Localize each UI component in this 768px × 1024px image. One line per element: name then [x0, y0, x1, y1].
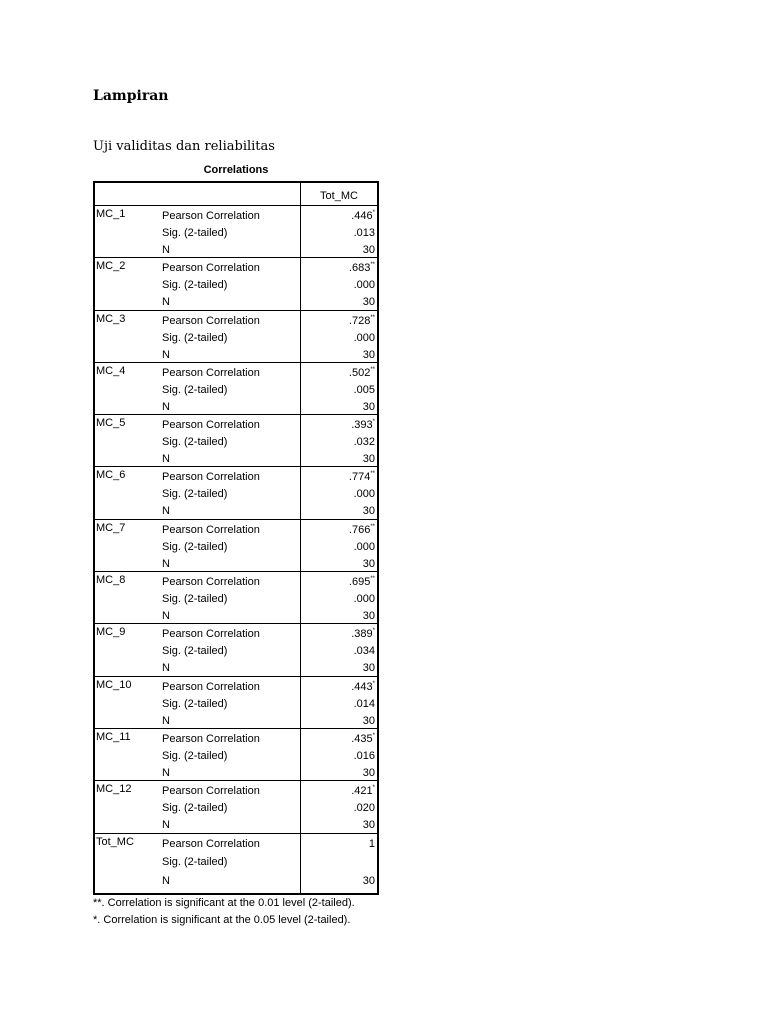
- value-cells: [300, 520, 377, 571]
- statistic-labels: [162, 677, 300, 728]
- table-title: Correlations: [203, 164, 269, 176]
- variable-name: MC_6: [96, 469, 126, 482]
- statistic-label: N: [162, 819, 170, 832]
- statistic-label: Sig. (2-tailed): [162, 645, 228, 658]
- header-blank-cell: [95, 183, 300, 205]
- value-cell: [301, 731, 375, 748]
- statistic-label: N: [162, 244, 170, 256]
- statistic-label: Pearson Correlation: [162, 419, 260, 432]
- value-cells: [300, 677, 377, 728]
- value-text: .032: [353, 436, 375, 449]
- value-cell: [301, 800, 375, 817]
- footnote-significance-001: **. Correlation is significant at the 0.01 level (2-tailed).: [93, 897, 355, 909]
- value-cell: [301, 713, 375, 730]
- significance-marker: *: [372, 732, 375, 739]
- footnotes: [93, 895, 355, 929]
- value-text: 1: [368, 837, 375, 850]
- statistic-label: Pearson Correlation: [162, 314, 260, 327]
- value-cell: [301, 469, 375, 486]
- value-cells: [300, 572, 377, 623]
- statistic-label: N: [162, 610, 170, 623]
- statistic-labels: [162, 363, 300, 414]
- section-subheading: Uji validitas dan reliabilitas: [93, 139, 275, 154]
- statistic-label: Pearson Correlation: [162, 628, 260, 641]
- statistic-label: Sig. (2-tailed): [162, 749, 228, 762]
- statistic-label: Sig. (2-tailed): [162, 227, 228, 239]
- statistic-labels: [162, 624, 300, 675]
- significance-marker: *: [372, 785, 375, 792]
- value-text: .774: [348, 471, 371, 484]
- value-cells: [300, 781, 377, 832]
- statistic-labels: [162, 415, 300, 466]
- table-row-group: [95, 467, 377, 519]
- table-row-group: [95, 781, 377, 833]
- statistic-label: Pearson Correlation: [162, 680, 260, 693]
- value-cells: [300, 729, 377, 780]
- statistic-label: Pearson Correlation: [162, 785, 260, 798]
- value-text: .034: [353, 645, 375, 658]
- statistic-label: N: [162, 296, 170, 309]
- significance-marker: **: [370, 366, 375, 373]
- table-row-group: [95, 311, 377, 363]
- value-cell: [301, 643, 375, 660]
- value-text: 30: [362, 400, 375, 413]
- footnote-significance-005: *. Correlation is significant at the 0.05 level (2-tailed).: [93, 914, 351, 926]
- value-text: 30: [362, 714, 375, 727]
- variable-name: MC_12: [96, 783, 132, 796]
- value-text: 30: [362, 610, 375, 623]
- variable-name: MC_2: [96, 260, 126, 273]
- value-cell: [301, 260, 375, 277]
- statistic-label: Pearson Correlation: [162, 576, 260, 589]
- value-text: .000: [353, 331, 375, 344]
- table-row-group: [95, 520, 377, 572]
- value-cells: [300, 311, 377, 362]
- variable-name: MC_9: [96, 626, 126, 639]
- statistic-label: N: [162, 557, 170, 570]
- value-text: .000: [353, 279, 375, 292]
- statistic-label: Sig. (2-tailed): [162, 488, 228, 501]
- value-cell: [301, 434, 375, 451]
- value-cell: [301, 382, 375, 399]
- statistic-label: Sig. (2-tailed): [162, 855, 228, 868]
- table-row-group: [95, 677, 377, 729]
- value-cell: [301, 294, 375, 311]
- statistic-label: Pearson Correlation: [162, 732, 260, 745]
- value-text: .013: [353, 227, 375, 239]
- value-text: .683: [348, 262, 371, 275]
- table-row-group: [95, 834, 377, 893]
- correlations-table: [93, 181, 379, 895]
- value-text: .000: [353, 593, 375, 606]
- statistic-label: Pearson Correlation: [162, 366, 260, 379]
- statistic-label: N: [162, 766, 170, 779]
- statistic-label: Pearson Correlation: [162, 262, 260, 275]
- value-text: 30: [362, 348, 375, 361]
- column-header: Tot_MC: [300, 183, 377, 205]
- statistic-label: Sig. (2-tailed): [162, 331, 228, 344]
- variable-name: MC_3: [96, 312, 126, 325]
- statistic-label: Pearson Correlation: [162, 523, 260, 536]
- value-cell: [301, 783, 375, 800]
- variable-name: MC_7: [96, 521, 126, 534]
- value-text: .014: [353, 697, 375, 710]
- table-row-group: [95, 415, 377, 467]
- value-cells: [300, 415, 377, 466]
- statistic-labels: [162, 258, 300, 309]
- value-cell: [301, 347, 375, 364]
- value-text: .005: [353, 383, 375, 396]
- value-text: 30: [362, 819, 375, 832]
- significance-marker: *: [372, 419, 375, 426]
- statistic-label: N: [162, 400, 170, 413]
- statistic-labels: [162, 729, 300, 780]
- value-cell: [301, 853, 375, 873]
- value-text: .502: [348, 366, 371, 379]
- value-cell: [301, 208, 375, 225]
- value-text: 30: [362, 875, 375, 888]
- value-cell: [301, 660, 375, 677]
- statistic-label: Pearson Correlation: [162, 210, 260, 222]
- value-cell: [301, 225, 375, 242]
- value-text: .766: [348, 523, 371, 536]
- value-text: .695: [348, 576, 371, 589]
- table-row-group: [95, 258, 377, 310]
- value-cells: [300, 258, 377, 309]
- value-cells: [300, 467, 377, 518]
- value-cell: [301, 748, 375, 765]
- value-text: 30: [362, 766, 375, 779]
- statistic-label: Sig. (2-tailed): [162, 383, 228, 396]
- statistic-labels: [162, 467, 300, 518]
- value-cell: [301, 486, 375, 503]
- statistic-label: N: [162, 505, 170, 518]
- value-cell: [301, 556, 375, 573]
- value-cell: [301, 242, 375, 259]
- value-cell: [301, 696, 375, 713]
- statistic-labels: [162, 520, 300, 571]
- statistic-labels: [162, 834, 300, 893]
- table-row-group: [95, 206, 377, 258]
- table-row-group: [95, 572, 377, 624]
- value-cell: [301, 679, 375, 696]
- value-cell: [301, 872, 375, 892]
- statistic-label: N: [162, 714, 170, 727]
- significance-marker: *: [372, 210, 375, 216]
- value-text: .389: [351, 628, 373, 641]
- value-cell: [301, 817, 375, 834]
- statistic-label: Sig. (2-tailed): [162, 279, 228, 292]
- table-row-group: [95, 624, 377, 676]
- value-text: .000: [353, 540, 375, 553]
- value-cells: [300, 363, 377, 414]
- value-cell: [301, 591, 375, 608]
- statistic-label: Sig. (2-tailed): [162, 540, 228, 553]
- variable-name: MC_10: [96, 678, 132, 691]
- value-cell: [301, 313, 375, 330]
- value-text: .435: [351, 732, 373, 745]
- value-cells: [300, 624, 377, 675]
- statistic-labels: [162, 206, 300, 257]
- statistic-label: N: [162, 662, 170, 675]
- significance-marker: **: [370, 576, 375, 583]
- value-cells: [300, 834, 377, 893]
- value-cell: [301, 277, 375, 294]
- value-cell: [301, 522, 375, 539]
- value-cell: [301, 365, 375, 382]
- statistic-label: N: [162, 875, 170, 888]
- significance-marker: *: [372, 680, 375, 687]
- variable-name: Tot_MC: [96, 835, 134, 848]
- value-cell: [301, 539, 375, 556]
- value-text: 30: [362, 244, 375, 256]
- value-text: .728: [348, 314, 371, 327]
- statistic-label: Sig. (2-tailed): [162, 802, 228, 815]
- value-cells: [300, 206, 377, 257]
- statistic-label: Sig. (2-tailed): [162, 436, 228, 449]
- table-row-group: [95, 729, 377, 781]
- statistic-label: N: [162, 453, 170, 466]
- value-text: .000: [353, 488, 375, 501]
- value-cell: [301, 330, 375, 347]
- value-cell: [301, 417, 375, 434]
- value-text: 30: [362, 557, 375, 570]
- value-cell: [301, 608, 375, 625]
- value-text: 30: [362, 505, 375, 518]
- table-header-row: [95, 183, 377, 206]
- value-cell: [301, 765, 375, 782]
- value-text: 30: [362, 296, 375, 309]
- variable-name: MC_5: [96, 417, 126, 430]
- value-cell: [301, 626, 375, 643]
- significance-marker: *: [372, 628, 375, 635]
- variable-name: MC_4: [96, 364, 126, 377]
- value-text: 30: [362, 662, 375, 675]
- variable-name: MC_8: [96, 574, 126, 587]
- value-text: .446: [351, 210, 373, 222]
- statistic-labels: [162, 572, 300, 623]
- significance-marker: **: [370, 523, 375, 530]
- value-cell: [301, 574, 375, 591]
- value-cell: [301, 399, 375, 416]
- significance-marker: **: [370, 314, 375, 321]
- value-text: 30: [362, 453, 375, 466]
- value-cell: [301, 503, 375, 520]
- value-text: .421: [351, 785, 373, 798]
- significance-marker: **: [370, 471, 375, 478]
- value-text: .393: [351, 419, 373, 432]
- value-text: .443: [351, 680, 373, 693]
- statistic-label: Sig. (2-tailed): [162, 697, 228, 710]
- statistic-label: Pearson Correlation: [162, 471, 260, 484]
- statistic-label: Sig. (2-tailed): [162, 593, 228, 606]
- statistic-label: N: [162, 348, 170, 361]
- statistic-labels: [162, 311, 300, 362]
- table-row-group: [95, 363, 377, 415]
- statistic-label: Pearson Correlation: [162, 837, 260, 850]
- significance-marker: **: [370, 262, 375, 269]
- value-text: .020: [353, 802, 375, 815]
- variable-name: MC_11: [96, 730, 131, 743]
- statistic-labels: [162, 781, 300, 832]
- value-cell: [301, 836, 375, 853]
- table-body: [95, 206, 377, 893]
- page-heading: Lampiran: [93, 88, 169, 104]
- variable-name: MC_1: [96, 208, 126, 220]
- value-cell: [301, 451, 375, 468]
- value-text: .016: [353, 749, 375, 762]
